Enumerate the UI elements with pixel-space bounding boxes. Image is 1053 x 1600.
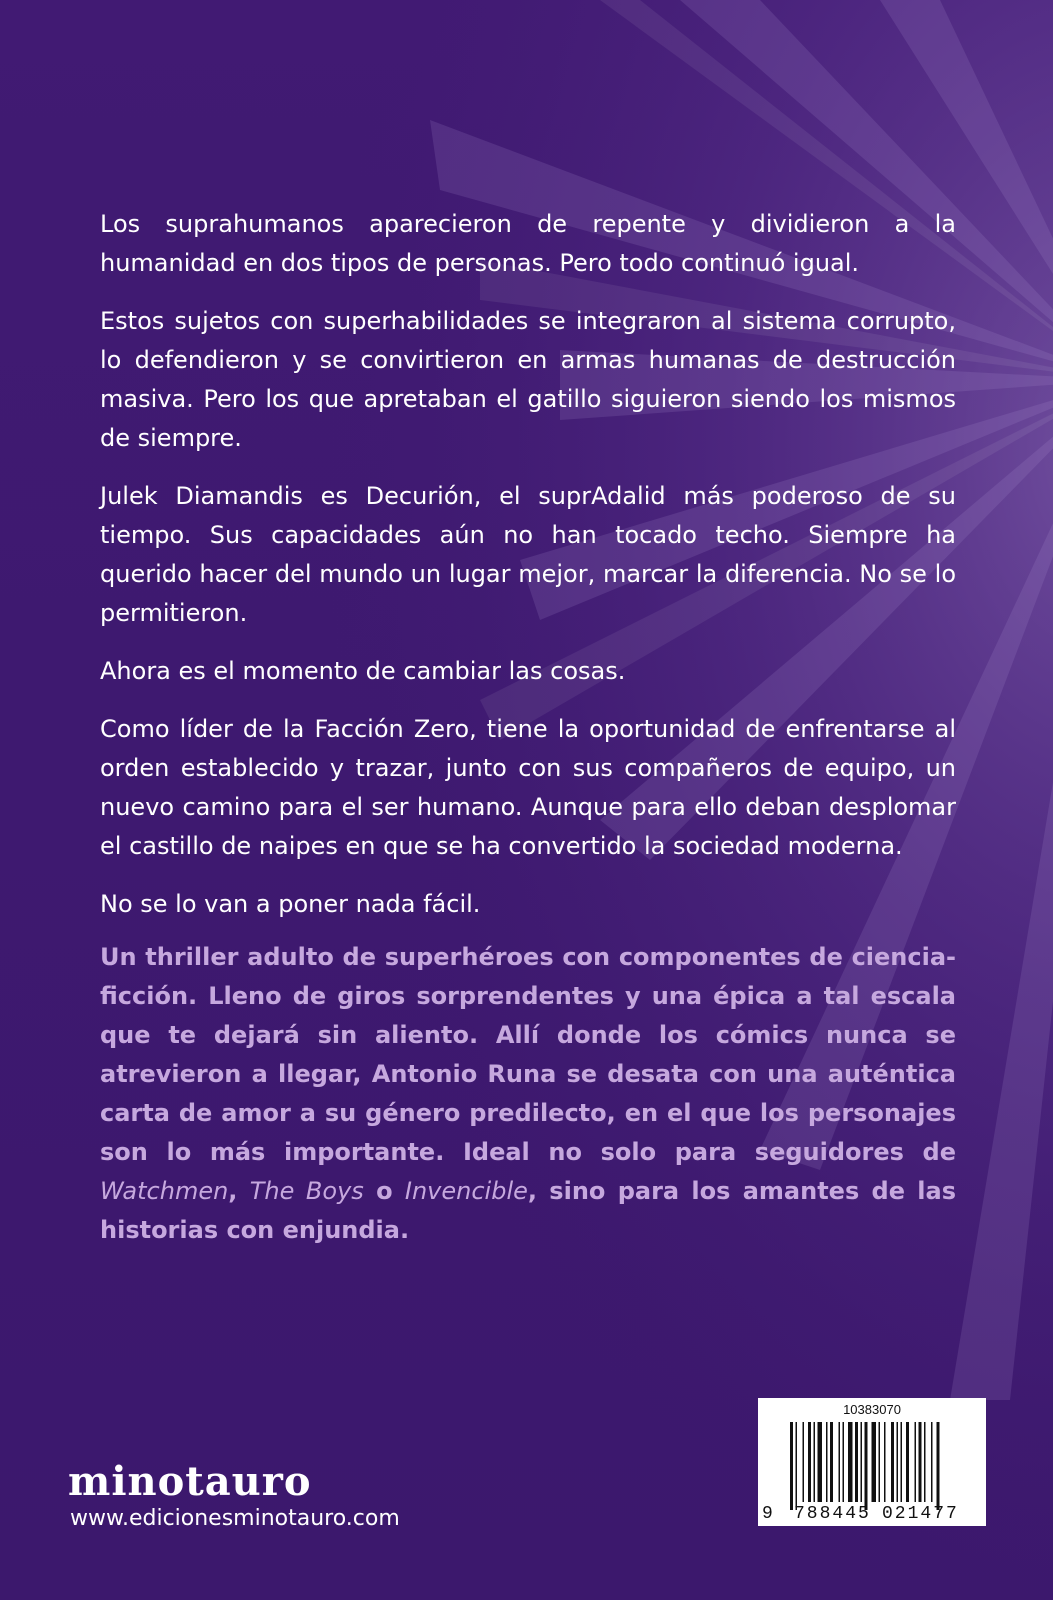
synopsis-paragraph-5: Como líder de la Facción Zero, tiene la oportunidad de enfrentarse al orden establecido y trazar, junto con sus compañeros de equipo, un nuevo camino para el ser humano. Aunque para ello deban desplomar el castillo de naipes en que se ha convertido la sociedad moderna. bbox=[100, 715, 956, 860]
barcode-bar bbox=[826, 1422, 828, 1502]
tagline-separator-1: , bbox=[228, 1177, 250, 1205]
synopsis-paragraph-1: Los suprahumanos aparecieron de repente y dividieron a la humanidad en dos tipos de personas. Pero todo continuó igual. bbox=[100, 210, 956, 277]
tagline-separator-2: o bbox=[363, 1177, 405, 1205]
barcode-bar bbox=[924, 1422, 926, 1502]
barcode-bar bbox=[830, 1422, 833, 1502]
ean-first-digit: 9 bbox=[762, 1504, 775, 1524]
barcode-bar bbox=[865, 1422, 868, 1510]
tagline-title-watchmen: Watchmen bbox=[100, 1177, 229, 1205]
barcode-bar bbox=[848, 1422, 853, 1502]
barcode-bar bbox=[808, 1422, 811, 1502]
publisher-url: www.edicionesminotauro.com bbox=[70, 1506, 400, 1531]
synopsis-paragraph-4: Ahora es el momento de cambiar las cosas. bbox=[100, 657, 626, 685]
barcode-bar bbox=[884, 1422, 886, 1502]
barcode-bar bbox=[919, 1422, 922, 1502]
tagline-title-the-boys: The Boys bbox=[249, 1177, 364, 1205]
barcode-bar bbox=[861, 1422, 863, 1502]
tagline-text-end: , sino para los amantes de las historias con enjundia. bbox=[100, 1177, 956, 1244]
synopsis-paragraph-3: Julek Diamandis es Decurión, el suprAdalid más poderoso de su tiempo. Sus capacidades aún no han tocado techo. Siempre ha querido hacer del mundo un lugar mejor, marcar la diferencia. No se lo permitieron. bbox=[100, 482, 956, 627]
synopsis-paragraph-2: Estos sujetos con superhabilidades se integraron al sistema corrupto, lo defendieron y se convirtieron en armas humanas de destrucción masiva. Pero los que apretaban el gatillo siguieron siendo los mismos de siempre. bbox=[100, 307, 956, 452]
isbn-barcode bbox=[758, 1398, 986, 1526]
barcode-reference-number: 10383070 bbox=[843, 1402, 901, 1417]
barcode-bar bbox=[803, 1422, 805, 1502]
barcode-bar bbox=[931, 1422, 933, 1502]
barcode-bar bbox=[814, 1422, 816, 1502]
barcode-bar bbox=[872, 1422, 877, 1502]
barcode-bar bbox=[839, 1422, 841, 1502]
barcode-bar bbox=[796, 1422, 798, 1510]
ean-left-digits: 788445 bbox=[794, 1504, 871, 1524]
barcode-bar bbox=[843, 1422, 845, 1502]
tagline-text-start: Un thriller adulto de superhéroes con componentes de ciencia-ficción. Lleno de giros sorprendentes y una épica a tal escala que te dejará sin aliento. Allí donde los cómics nunca se atrevieron a llegar, Antonio Runa se desata con una auténtica carta de amor a su género predilecto, en el que los personajes son lo más importante. Ideal no solo para seguidores de bbox=[100, 943, 956, 1166]
barcode-bars bbox=[768, 1420, 976, 1516]
barcode-bar bbox=[901, 1422, 903, 1502]
barcode-bar bbox=[906, 1422, 909, 1502]
tagline-title-invencible: Invencible bbox=[404, 1177, 528, 1205]
barcode-bar bbox=[897, 1422, 899, 1502]
barcode-bar bbox=[937, 1422, 940, 1510]
barcode-bar bbox=[855, 1422, 858, 1502]
barcode-bar bbox=[915, 1422, 917, 1502]
barcode-bar bbox=[891, 1422, 894, 1502]
barcode-bar bbox=[818, 1422, 823, 1502]
synopsis bbox=[100, 205, 956, 943]
synopsis-paragraph-6: No se lo van a poner nada fácil. bbox=[100, 890, 481, 918]
publisher-logo: minotauro bbox=[68, 1458, 312, 1505]
barcode-bar bbox=[879, 1422, 881, 1502]
ean-right-digits: 021477 bbox=[882, 1504, 959, 1524]
barcode-bar bbox=[790, 1422, 793, 1510]
promotional-tagline bbox=[100, 938, 956, 1250]
